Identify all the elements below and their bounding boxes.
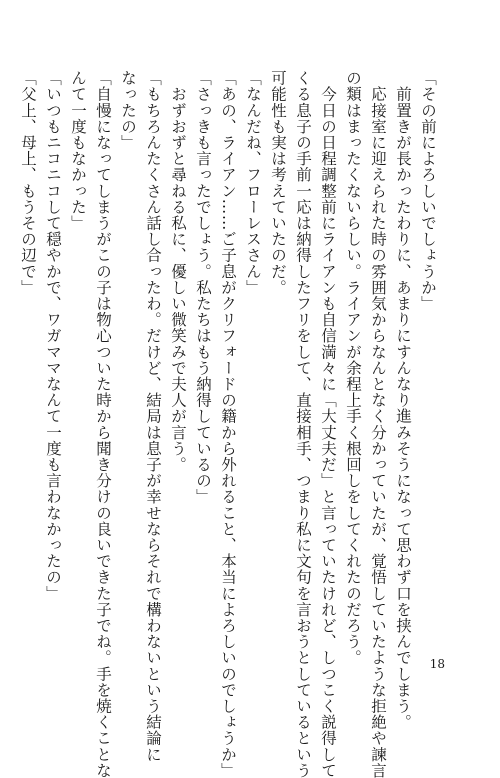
text-line: おずおずと尋ねる私に、優しい微笑みで夫人が言う。 bbox=[169, 70, 187, 473]
text-line: くる息子の手前一応は納得したフリをして、直接相手、つまり私に文句を言おうとしているという bbox=[294, 70, 312, 778]
text-line: 「あの、ライアン……ご子息がクリフォードの籍から外れること、本当によろしいのでしょうか」 bbox=[219, 70, 237, 778]
text-line: 応接室に迎えられた時の雰囲気からなんとなく分かっていたが、覚悟していたような拒絶や諫言 bbox=[369, 70, 387, 778]
text-line: 今日の日程調整前にライアンも自信満々に「大丈夫だ」と言っていたけれど、しつこく説得して bbox=[319, 70, 337, 778]
text-line: 「もちろんたくさん話し合ったわ。だけど、結局は息子が幸せならそれで構わないという結論に bbox=[144, 70, 162, 763]
text-line: 「いつもニコニコして穏やかで、ワガママなんて一度も言わなかったの」 bbox=[44, 70, 62, 602]
text-line: なったの」 bbox=[119, 70, 137, 151]
text-line: 「自慢になってしまうがこの子は物心ついた時から聞き分けの良いできた子でね。手を焼くことな bbox=[94, 70, 112, 778]
text-line: 「さっきも言ったでしょう。私たちはもう納得しているの」 bbox=[194, 70, 212, 505]
text-line: 「父上、母上、もうその辺で」 bbox=[19, 70, 37, 296]
text-line: 可能性も実は考えていたのだ。 bbox=[269, 70, 287, 296]
text-line: 前置きが長かったわりに、あまりにすんなり進みそうになって思わず口を挟んでしまう。 bbox=[394, 70, 412, 731]
text-line: んて一度もなかった」 bbox=[69, 70, 87, 231]
text-line: 「なんだね、フローレスさん」 bbox=[244, 70, 262, 296]
text-line: の類はまったくないらしい。ライアンが余程上手く根回しをしてくれたのだろう。 bbox=[344, 70, 362, 666]
page-number: 18 bbox=[429, 657, 445, 671]
text-line: 「その前によろしいでしょうか」 bbox=[419, 70, 437, 312]
